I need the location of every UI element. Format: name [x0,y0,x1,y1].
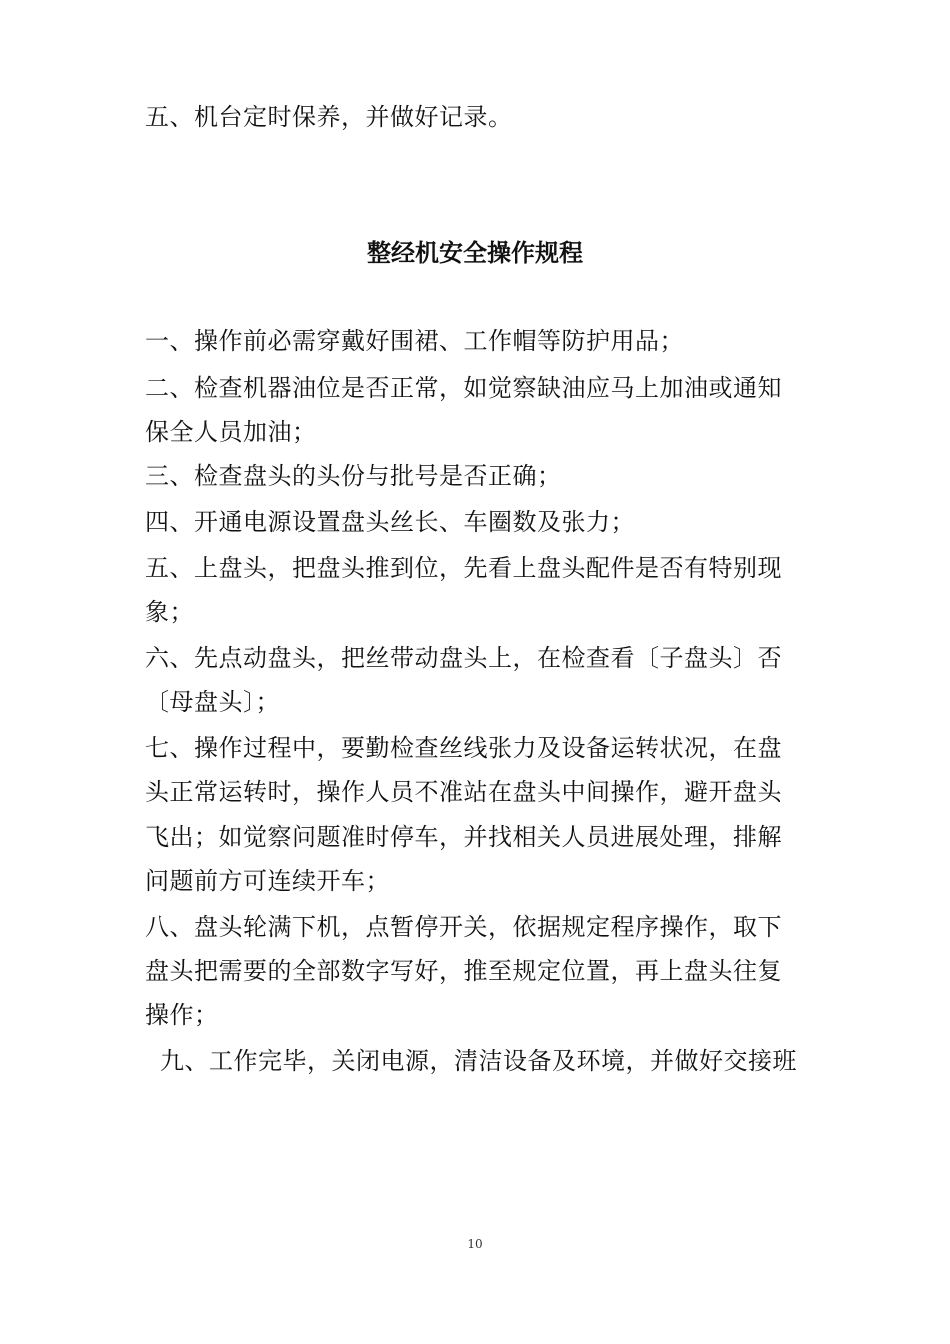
page-title: 整经机安全操作规程 [367,239,583,267]
page-number: 10 [467,1237,483,1251]
paragraph-line: 三、检查盘头的头份与批号是否正确； [145,462,562,490]
paragraph-line: 〔母盘头〕； [145,688,280,716]
paragraph-line: 问题前方可连续开车； [145,867,390,895]
intro-line: 五、机台定时保养，并做好记录。 [145,103,513,131]
paragraph-line: 二、检查机器油位是否正常，如觉察缺油应马上加油或通知 [145,374,782,402]
paragraph-line: 头正常运转时，操作人员不准站在盘头中间操作，避开盘头 [145,778,782,806]
paragraph-line: 一、操作前必需穿戴好围裙、工作帽等防护用品； [145,327,684,355]
paragraph-line: 飞出；如觉察问题准时停车，并找相关人员进展处理，排解 [145,823,782,851]
paragraph-line: 象； [145,598,194,626]
paragraph-line: 盘头把需要的全部数字写好，推至规定位置，再上盘头往复 [145,957,782,985]
paragraph-line: 八、盘头轮满下机，点暂停开关，依据规定程序操作，取下 [145,913,782,941]
paragraph-line: 五、上盘头，把盘头推到位，先看上盘头配件是否有特别现 [145,554,782,582]
paragraph-line: 七、操作过程中，要勤检查丝线张力及设备运转状况，在盘 [145,734,782,762]
paragraph-line: 四、开通电源设置盘头丝长、车圈数及张力； [145,508,635,536]
paragraph-line: 六、先点动盘头，把丝带动盘头上，在检查看〔子盘头〕否 [145,644,782,672]
paragraph-line: 操作； [145,1001,219,1029]
paragraph-line: 保全人员加油； [145,418,317,446]
paragraph-line: 九、工作完毕，关闭电源，清洁设备及环境，并做好交接班 [160,1047,797,1075]
